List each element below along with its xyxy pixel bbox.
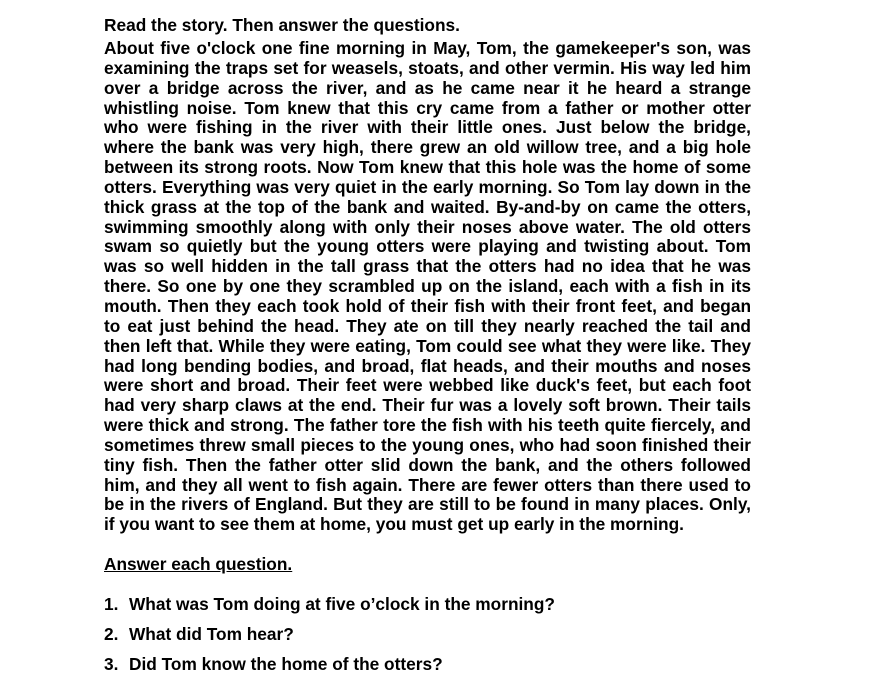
question-item [104,623,751,645]
story-paragraph: About five o'clock one fine morning in May, Tom, the gamekeeper's son, was examining the traps set for weasels, stoats, and other vermin. His way led him over a bridge across the river, and as he came near it he heard a strange whistling noise. Tom knew that this cry came from a father or mother otter who were fishing in the river with their little ones. Just below the bridge, where the bank was very high, there grew an old willow tree, and a big hole between its strong roots. Now Tom knew that this hole was the home of some otters. Everything was very quiet in the early morning. So Tom lay down in the thick grass at the top of the bank and waited. By-and-by on came the otters, swimming smoothly along with only their noses above water. The old otters swam so quietly but the young otters were playing and twisting about. Tom was so well hidden in the tall grass that the otters had no idea that he was there. So one by one they scrambled up on the island, each with a fish in its mouth. Then they each took hold of their fish with their front feet, and began to eat just behind the head. They ate on till they nearly reached the tail and then left that. While they were eating, Tom could see what they were like. They had long bending bodies, and broad, flat heads, and their mouths and noses were short and broad. Their feet were webbed like duck's feet, but each foot had very sharp claws at the end. Their fur was a lovely soft brown. Their tails were thick and strong. The father tore the fish with his teeth quite fiercely, and sometimes threw small pieces to the young ones, who had soon finished their tiny fish. Then the father otter slid down the bank, and the others followed him, and they all went to fish again. There are fewer otters than there used to be in the rivers of England. But they are still to be found in many places. Only, if you want to see them at home, you must get up early in the morning. [104,38,751,535]
question-number: 3. [104,654,119,675]
worksheet [104,14,751,683]
question-number: 1. [104,594,119,615]
question-item [104,653,751,675]
instruction-text: Read the story. Then answer the questions. [104,15,460,35]
question-text: What was Tom doing at five o’clock in the morning? [129,594,555,615]
questions-heading: Answer each question. [104,554,293,575]
questions-list [104,593,751,675]
question-text: What did Tom hear? [129,624,294,645]
question-item [104,593,751,615]
question-text: Did Tom know the home of the otters? [129,654,443,675]
question-number: 2. [104,624,119,645]
